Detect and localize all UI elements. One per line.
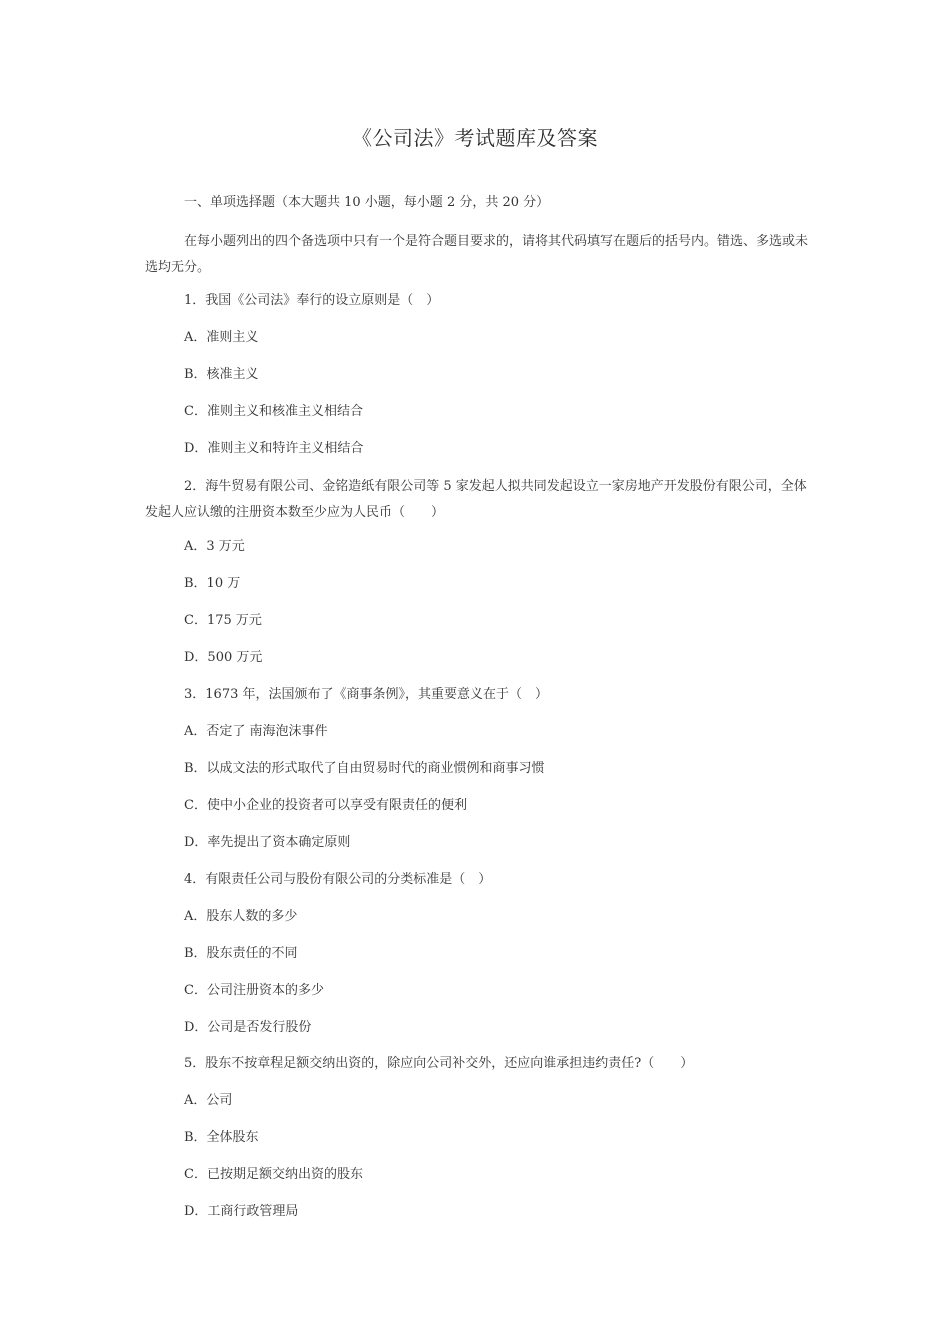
question-2-stem: 2．海牛贸易有限公司、金铭造纸有限公司等 5 家发起人拟共同发起设立一家房地产开发股份有限公司，全体发起人应认缴的注册资本数至少应为人民币（ ） bbox=[145, 479, 807, 520]
question-3-option-a: A．否定了 南海泡沫事件 bbox=[184, 724, 328, 739]
question-2-option-a: A．3 万元 bbox=[184, 539, 245, 554]
question-1-option-b: B．核准主义 bbox=[184, 367, 259, 382]
question-4-option-b: B．股东责任的不同 bbox=[184, 946, 298, 961]
question-4-option-c: C．公司注册资本的多少 bbox=[184, 983, 324, 998]
instructions-paragraph: 在每小题列出的四个备选项中只有一个是符合题目要求的，请将其代码填写在题后的括号内。错选、多选或未选均无分。 bbox=[145, 234, 809, 275]
section-heading: 一、单项选择题（本大题共 10 小题，每小题 2 分，共 20 分） bbox=[184, 195, 550, 210]
question-3-stem: 3．1673 年，法国颁布了《商事条例》，其重要意义在于（ ） bbox=[184, 687, 548, 702]
question-2-option-b: B．10 万 bbox=[184, 576, 241, 591]
question-3-option-b: B．以成文法的形式取代了自由贸易时代的商业惯例和商事习惯 bbox=[184, 761, 545, 776]
question-3-option-d: D．率先提出了资本确定原则 bbox=[184, 835, 351, 850]
question-2-option-d: D．500 万元 bbox=[184, 650, 263, 665]
question-1-stem: 1．我国《公司法》奉行的设立原则是（ ） bbox=[184, 293, 440, 308]
question-1-option-d: D．准则主义和特许主义相结合 bbox=[184, 441, 364, 456]
question-5-stem: 5．股东不按章程足额交纳出资的，除应向公司补交外，还应向谁承担违约责任?（ ） bbox=[184, 1056, 694, 1071]
question-5-option-c: C．已按期足额交纳出资的股东 bbox=[184, 1167, 363, 1182]
question-1-option-a: A．准则主义 bbox=[184, 330, 259, 345]
question-1-option-c: C．准则主义和核准主义相结合 bbox=[184, 404, 363, 419]
question-4-option-d: D．公司是否发行股份 bbox=[184, 1020, 312, 1035]
document-title: 《公司法》考试题库及答案 bbox=[352, 126, 598, 150]
question-5-option-d: D．工商行政管理局 bbox=[184, 1204, 299, 1219]
question-4-option-a: A．股东人数的多少 bbox=[184, 909, 298, 924]
question-5-option-a: A．公司 bbox=[184, 1093, 233, 1108]
question-4-stem: 4．有限责任公司与股份有限公司的分类标准是（ ） bbox=[184, 872, 492, 887]
question-2-option-c: C．175 万元 bbox=[184, 613, 262, 628]
question-5-option-b: B．全体股东 bbox=[184, 1130, 259, 1145]
question-3-option-c: C．使中小企业的投资者可以享受有限责任的便利 bbox=[184, 798, 467, 813]
